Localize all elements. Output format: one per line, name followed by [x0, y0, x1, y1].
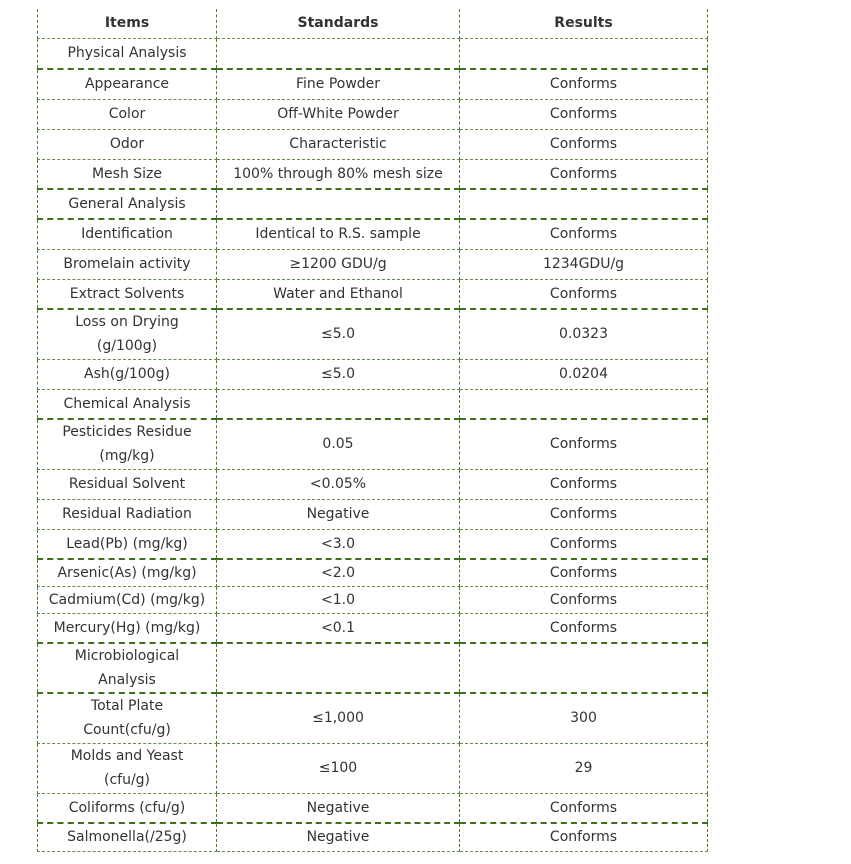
table-row	[38, 219, 708, 249]
item-cell: Color	[38, 99, 217, 129]
result-cell	[460, 38, 708, 69]
table-row	[38, 99, 708, 129]
result-cell: Conforms	[460, 279, 708, 309]
item-cell: General Analysis	[38, 189, 217, 219]
item-cell: Residual Radiation	[38, 499, 217, 529]
result-cell: Conforms	[460, 219, 708, 249]
result-cell: Conforms	[460, 529, 708, 559]
table-row	[38, 693, 708, 743]
item-cell: Chemical Analysis	[38, 389, 217, 419]
result-cell	[460, 189, 708, 219]
standard-cell: <0.05%	[217, 469, 460, 499]
item-cell: Appearance	[38, 69, 217, 99]
item-cell: Extract Solvents	[38, 279, 217, 309]
result-cell: Conforms	[460, 613, 708, 643]
result-cell	[460, 643, 708, 693]
standard-cell: 0.05	[217, 419, 460, 469]
standard-cell: Negative	[217, 823, 460, 851]
item-cell: Microbiological Analysis	[38, 643, 217, 693]
table-row	[38, 279, 708, 309]
item-cell: Bromelain activity	[38, 249, 217, 279]
standard-cell: Negative	[217, 499, 460, 529]
result-cell	[460, 389, 708, 419]
item-cell: Ash(g/100g)	[38, 359, 217, 389]
header-items: Items	[38, 9, 217, 38]
standard-cell: <3.0	[217, 529, 460, 559]
result-cell: Conforms	[460, 793, 708, 823]
section-row	[38, 38, 708, 69]
standard-cell	[217, 38, 460, 69]
item-cell: Mesh Size	[38, 159, 217, 189]
result-cell: Conforms	[460, 469, 708, 499]
result-cell: 29	[460, 743, 708, 793]
result-cell: Conforms	[460, 129, 708, 159]
result-cell: 0.0323	[460, 309, 708, 359]
item-cell: Molds and Yeast (cfu/g)	[38, 743, 217, 793]
standard-cell	[217, 189, 460, 219]
header-row	[38, 9, 708, 38]
table-row	[38, 743, 708, 793]
standard-cell: <0.1	[217, 613, 460, 643]
standard-cell: ≤1,000	[217, 693, 460, 743]
result-cell: 1234GDU/g	[460, 249, 708, 279]
item-cell: Total Plate Count(cfu/g)	[38, 693, 217, 743]
item-cell: Loss on Drying (g/100g)	[38, 309, 217, 359]
section-row	[38, 643, 708, 693]
result-cell: 300	[460, 693, 708, 743]
table-row	[38, 613, 708, 643]
standard-cell: 100% through 80% mesh size	[217, 159, 460, 189]
result-cell: Conforms	[460, 586, 708, 613]
result-cell: Conforms	[460, 499, 708, 529]
standard-cell: <1.0	[217, 586, 460, 613]
header-standards: Standards	[217, 9, 460, 38]
standard-cell: Negative	[217, 793, 460, 823]
standard-cell: Identical to R.S. sample	[217, 219, 460, 249]
standard-cell: ≤5.0	[217, 359, 460, 389]
result-cell: Conforms	[460, 823, 708, 851]
standard-cell	[217, 389, 460, 419]
result-cell: Conforms	[460, 559, 708, 586]
table-row	[38, 249, 708, 279]
standard-cell: Off-White Powder	[217, 99, 460, 129]
result-cell: Conforms	[460, 69, 708, 99]
result-cell: Conforms	[460, 159, 708, 189]
item-cell: Lead(Pb) (mg/kg)	[38, 529, 217, 559]
standard-cell: ≥1200 GDU/g	[217, 249, 460, 279]
item-cell: Cadmium(Cd) (mg/kg)	[38, 586, 217, 613]
standard-cell: Water and Ethanol	[217, 279, 460, 309]
table-row	[38, 309, 708, 359]
table-row	[38, 586, 708, 613]
item-cell: Coliforms (cfu/g)	[38, 793, 217, 823]
table-row	[38, 793, 708, 823]
item-cell: Physical Analysis	[38, 38, 217, 69]
header-results: Results	[460, 9, 708, 38]
result-cell: Conforms	[460, 99, 708, 129]
table-row	[38, 529, 708, 559]
table-row	[38, 419, 708, 469]
item-cell: Arsenic(As) (mg/kg)	[38, 559, 217, 586]
standard-cell: <2.0	[217, 559, 460, 586]
table-row	[38, 359, 708, 389]
section-row	[38, 389, 708, 419]
section-row	[38, 189, 708, 219]
result-cell: 0.0204	[460, 359, 708, 389]
standard-cell: ≤100	[217, 743, 460, 793]
table-row	[38, 129, 708, 159]
table-row	[38, 499, 708, 529]
item-cell: Residual Solvent	[38, 469, 217, 499]
result-cell: Conforms	[460, 419, 708, 469]
standard-cell: Characteristic	[217, 129, 460, 159]
table-row	[38, 823, 708, 851]
table-row	[38, 469, 708, 499]
standard-cell: ≤5.0	[217, 309, 460, 359]
standard-cell: Fine Powder	[217, 69, 460, 99]
table-row	[38, 69, 708, 99]
item-cell: Salmonella(/25g)	[38, 823, 217, 851]
item-cell: Mercury(Hg) (mg/kg)	[38, 613, 217, 643]
standard-cell	[217, 643, 460, 693]
item-cell: Pesticides Residue (mg/kg)	[38, 419, 217, 469]
item-cell: Identification	[38, 219, 217, 249]
table-row	[38, 159, 708, 189]
table-row	[38, 559, 708, 586]
spec-table	[37, 9, 708, 852]
item-cell: Odor	[38, 129, 217, 159]
